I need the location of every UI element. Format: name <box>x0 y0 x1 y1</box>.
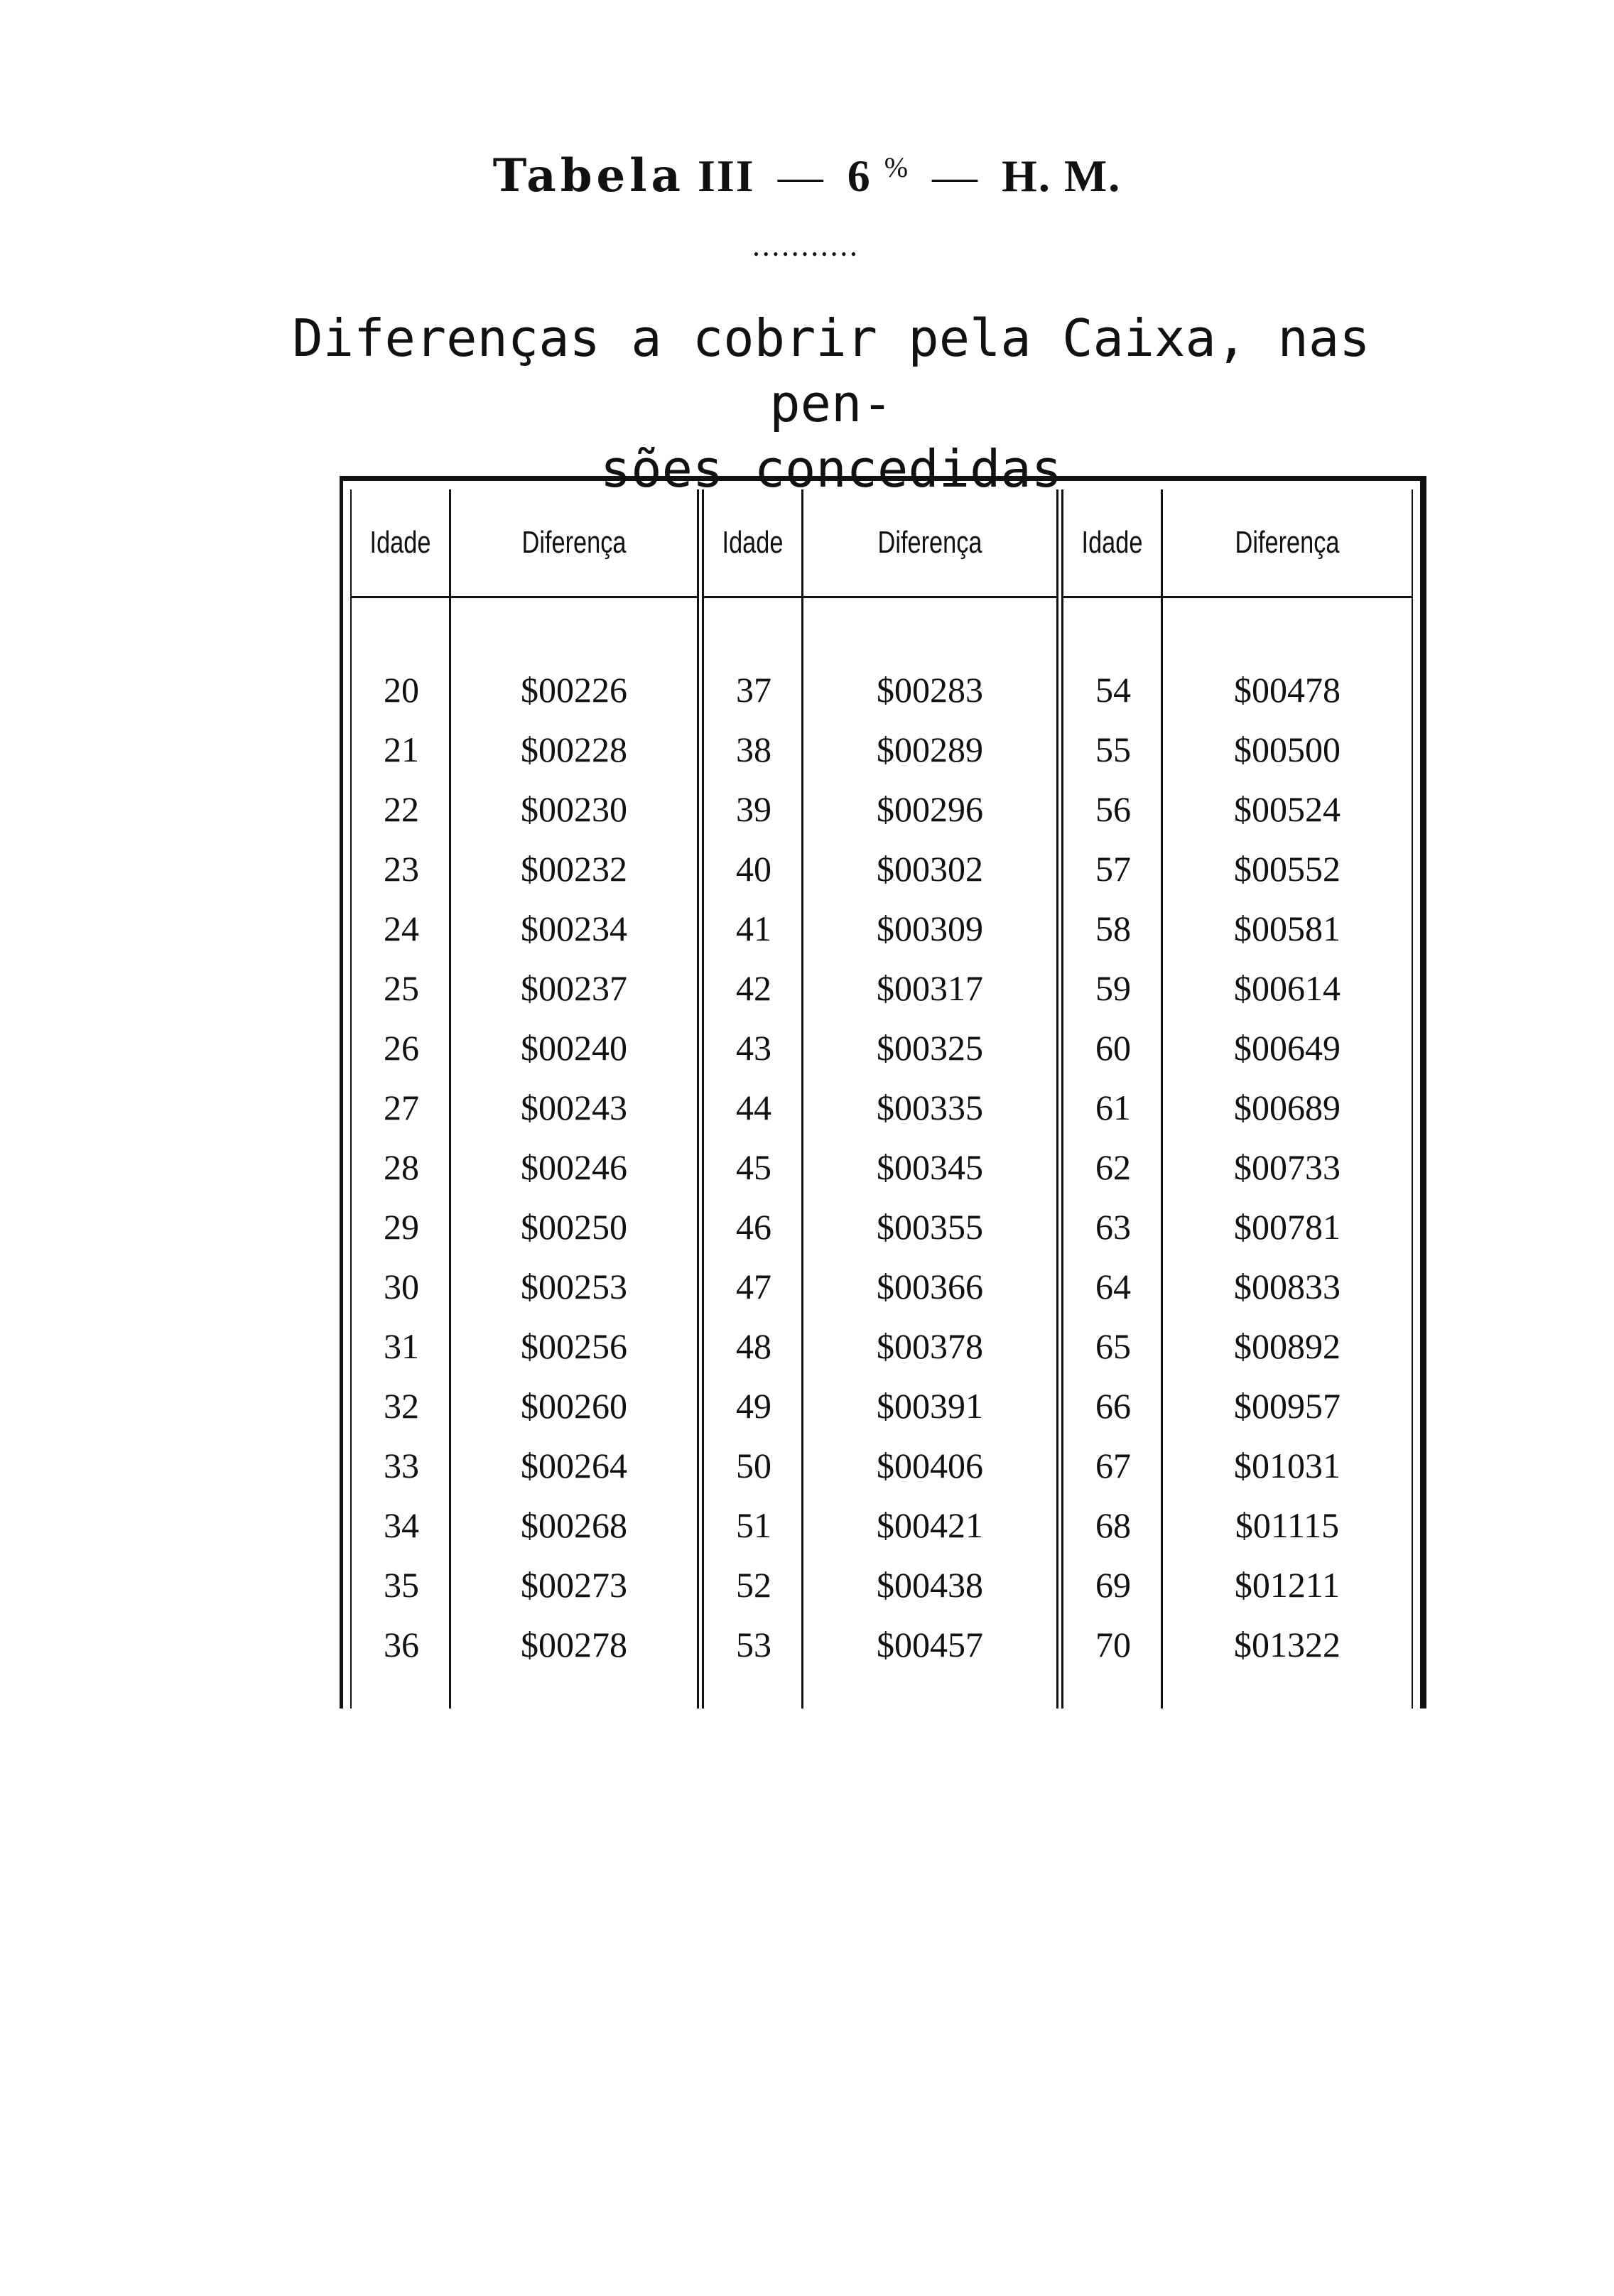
header-diferenca: Diferença <box>1235 525 1340 560</box>
cell-diferenca: $00260 <box>521 1386 627 1426</box>
header-underline <box>704 489 1056 598</box>
cell-idade: 57 <box>1095 849 1131 889</box>
cell-idade: 28 <box>384 1147 419 1187</box>
cell-idade: 37 <box>736 670 771 710</box>
cell-idade: 59 <box>1095 968 1131 1008</box>
cell-diferenca: $00268 <box>521 1505 627 1545</box>
table-row <box>704 1018 1056 1078</box>
table-row <box>704 779 1056 839</box>
pension-difference-table <box>340 476 1426 1709</box>
cell-diferenca: $00457 <box>877 1625 983 1664</box>
table-row <box>1063 1436 1412 1495</box>
cell-idade: 34 <box>384 1505 419 1545</box>
table-row <box>704 1197 1056 1257</box>
cell-diferenca: $00833 <box>1234 1267 1341 1306</box>
title-word: Tabela <box>492 149 685 202</box>
header-idade: Idade <box>722 525 784 560</box>
cell-diferenca: $00228 <box>521 730 627 769</box>
table-row <box>1063 1615 1412 1674</box>
cell-diferenca: $00957 <box>1234 1386 1341 1426</box>
cell-diferenca: $00246 <box>521 1147 627 1187</box>
cell-diferenca: $00355 <box>877 1207 983 1247</box>
cell-idade: 25 <box>384 968 419 1008</box>
table-row <box>1063 1197 1412 1257</box>
cell-diferenca: $00253 <box>521 1267 627 1306</box>
cell-idade: 52 <box>736 1565 771 1605</box>
table-row <box>352 839 697 899</box>
table-row <box>1063 1316 1412 1376</box>
cell-idade: 36 <box>384 1625 419 1664</box>
cell-idade: 50 <box>736 1446 771 1485</box>
cell-diferenca: $00230 <box>521 789 627 829</box>
cell-idade: 23 <box>384 849 419 889</box>
table-row <box>352 1615 697 1674</box>
table-inner-frame <box>350 489 1413 1709</box>
cell-diferenca: $00892 <box>1234 1326 1341 1366</box>
cell-diferenca: $00781 <box>1234 1207 1341 1247</box>
cell-idade: 63 <box>1095 1207 1131 1247</box>
cell-idade: 43 <box>736 1028 771 1068</box>
title-dash-1: — <box>777 151 825 201</box>
cell-idade: 31 <box>384 1326 419 1366</box>
cell-diferenca: $00302 <box>877 849 983 889</box>
table-row <box>1063 1018 1412 1078</box>
cell-diferenca: $00335 <box>877 1088 983 1127</box>
title-rate-number: 6 <box>847 151 872 201</box>
cell-idade: 44 <box>736 1088 771 1127</box>
cell-idade: 26 <box>384 1028 419 1068</box>
table-row <box>352 779 697 839</box>
title-dash-2: — <box>932 151 980 201</box>
cell-idade: 32 <box>384 1386 419 1426</box>
table-row <box>352 1376 697 1436</box>
table-row <box>1063 720 1412 779</box>
table-row <box>352 1137 697 1197</box>
cell-idade: 20 <box>384 670 419 710</box>
cell-idade: 69 <box>1095 1565 1131 1605</box>
table-row <box>704 1555 1056 1615</box>
header-diferenca: Diferença <box>521 525 627 560</box>
cell-idade: 58 <box>1095 909 1131 948</box>
header-idade: Idade <box>369 525 431 560</box>
title-rate-symbol: % <box>884 151 910 183</box>
table-row <box>704 899 1056 958</box>
table-row <box>704 1436 1056 1495</box>
cell-idade: 27 <box>384 1088 419 1127</box>
cell-diferenca: $01322 <box>1234 1625 1341 1664</box>
table-row <box>1063 660 1412 720</box>
cell-diferenca: $00273 <box>521 1565 627 1605</box>
title-numeral: III <box>697 151 755 201</box>
table-row <box>704 1495 1056 1555</box>
cell-idade: 60 <box>1095 1028 1131 1068</box>
cell-diferenca: $00283 <box>877 670 983 710</box>
cell-diferenca: $00309 <box>877 909 983 948</box>
cell-idade: 54 <box>1095 670 1131 710</box>
cell-diferenca: $00366 <box>877 1267 983 1306</box>
cell-diferenca: $00581 <box>1234 909 1341 948</box>
cell-diferenca: $00478 <box>1234 670 1341 710</box>
cell-diferenca: $00296 <box>877 789 983 829</box>
cell-diferenca: $00378 <box>877 1326 983 1366</box>
table-row <box>704 1078 1056 1137</box>
table-row <box>352 1436 697 1495</box>
table-row <box>352 1555 697 1615</box>
cell-idade: 48 <box>736 1326 771 1366</box>
cell-diferenca: $00317 <box>877 968 983 1008</box>
cell-diferenca: $00552 <box>1234 849 1341 889</box>
cell-idade: 39 <box>736 789 771 829</box>
table-row <box>1063 1555 1412 1615</box>
column-group-divider <box>1056 489 1063 1709</box>
table-row <box>352 899 697 958</box>
cell-diferenca: $00406 <box>877 1446 983 1485</box>
cell-idade: 47 <box>736 1267 771 1306</box>
table-row <box>352 660 697 720</box>
cell-idade: 21 <box>384 730 419 769</box>
cell-idade: 56 <box>1095 789 1131 829</box>
cell-idade: 22 <box>384 789 419 829</box>
subtitle-line-1: Diferenças a cobrir pela Caixa, nas pen- <box>292 308 1370 433</box>
cell-diferenca: $00240 <box>521 1028 627 1068</box>
cell-diferenca: $00421 <box>877 1505 983 1545</box>
table-row <box>704 1257 1056 1316</box>
subtitle <box>270 305 1392 502</box>
ornament-divider: ••••••••••• <box>753 245 861 263</box>
cell-diferenca: $00391 <box>877 1386 983 1426</box>
cell-idade: 64 <box>1095 1267 1131 1306</box>
cell-diferenca: $00438 <box>877 1565 983 1605</box>
cell-idade: 38 <box>736 730 771 769</box>
cell-idade: 55 <box>1095 730 1131 769</box>
cell-diferenca: $00256 <box>521 1326 627 1366</box>
table-row <box>1063 1495 1412 1555</box>
table-rows <box>1063 660 1412 1674</box>
table-row <box>704 1615 1056 1674</box>
cell-diferenca: $00649 <box>1234 1028 1341 1068</box>
table-group-1 <box>352 489 697 1709</box>
cell-idade: 49 <box>736 1386 771 1426</box>
table-row <box>1063 779 1412 839</box>
cell-idade: 67 <box>1095 1446 1131 1485</box>
header-diferenca: Diferença <box>877 525 982 560</box>
cell-idade: 53 <box>736 1625 771 1664</box>
cell-diferenca: $00232 <box>521 849 627 889</box>
cell-idade: 45 <box>736 1147 771 1187</box>
table-row <box>352 1197 697 1257</box>
table-row <box>352 720 697 779</box>
cell-diferenca: $00289 <box>877 730 983 769</box>
cell-diferenca: $00264 <box>521 1446 627 1485</box>
cell-diferenca: $01115 <box>1235 1505 1340 1545</box>
table-row <box>1063 839 1412 899</box>
cell-idade: 46 <box>736 1207 771 1247</box>
table-rows <box>352 660 697 1674</box>
page-title <box>0 149 1614 202</box>
table-row <box>352 1078 697 1137</box>
table-row <box>1063 899 1412 958</box>
subtitle-line-2: sões concedidas <box>600 439 1063 499</box>
cell-idade: 35 <box>384 1565 419 1605</box>
cell-idade: 65 <box>1095 1326 1131 1366</box>
cell-diferenca: $00243 <box>521 1088 627 1127</box>
cell-idade: 70 <box>1095 1625 1131 1664</box>
cell-diferenca: $00689 <box>1234 1088 1341 1127</box>
table-row <box>704 720 1056 779</box>
cell-idade: 51 <box>736 1505 771 1545</box>
cell-diferenca: $00500 <box>1234 730 1341 769</box>
cell-diferenca: $00733 <box>1234 1147 1341 1187</box>
table-row <box>704 1376 1056 1436</box>
cell-idade: 30 <box>384 1267 419 1306</box>
cell-diferenca: $01211 <box>1234 1565 1341 1605</box>
cell-diferenca: $00345 <box>877 1147 983 1187</box>
table-row <box>352 1316 697 1376</box>
cell-idade: 61 <box>1095 1088 1131 1127</box>
cell-diferenca: $00234 <box>521 909 627 948</box>
table-row <box>352 958 697 1018</box>
cell-diferenca: $00237 <box>521 968 627 1008</box>
table-row <box>352 1495 697 1555</box>
table-row <box>1063 958 1412 1018</box>
cell-idade: 24 <box>384 909 419 948</box>
cell-idade: 40 <box>736 849 771 889</box>
cell-idade: 29 <box>384 1207 419 1247</box>
column-group-divider <box>697 489 704 1709</box>
cell-idade: 41 <box>736 909 771 948</box>
table-row <box>352 1257 697 1316</box>
title-suffix: H. M. <box>1002 151 1122 201</box>
cell-diferenca: $00278 <box>521 1625 627 1664</box>
table-row <box>1063 1137 1412 1197</box>
cell-idade: 68 <box>1095 1505 1131 1545</box>
table-group-3 <box>1063 489 1412 1709</box>
cell-diferenca: $00325 <box>877 1028 983 1068</box>
cell-diferenca: $00524 <box>1234 789 1341 829</box>
cell-diferenca: $01031 <box>1234 1446 1341 1485</box>
cell-idade: 62 <box>1095 1147 1131 1187</box>
cell-idade: 33 <box>384 1446 419 1485</box>
table-row <box>704 958 1056 1018</box>
cell-diferenca: $00614 <box>1234 968 1341 1008</box>
cell-idade: 66 <box>1095 1386 1131 1426</box>
header-underline <box>352 489 697 598</box>
table-row <box>1063 1376 1412 1436</box>
cell-diferenca: $00226 <box>521 670 627 710</box>
cell-diferenca: $00250 <box>521 1207 627 1247</box>
table-row <box>1063 1257 1412 1316</box>
header-underline <box>1063 489 1412 598</box>
table-row <box>704 1316 1056 1376</box>
table-row <box>704 839 1056 899</box>
table-row <box>704 660 1056 720</box>
table-row <box>704 1137 1056 1197</box>
cell-idade: 42 <box>736 968 771 1008</box>
table-row <box>1063 1078 1412 1137</box>
table-row <box>352 1018 697 1078</box>
table-rows <box>704 660 1056 1674</box>
header-idade: Idade <box>1081 525 1143 560</box>
table-group-2 <box>704 489 1056 1709</box>
